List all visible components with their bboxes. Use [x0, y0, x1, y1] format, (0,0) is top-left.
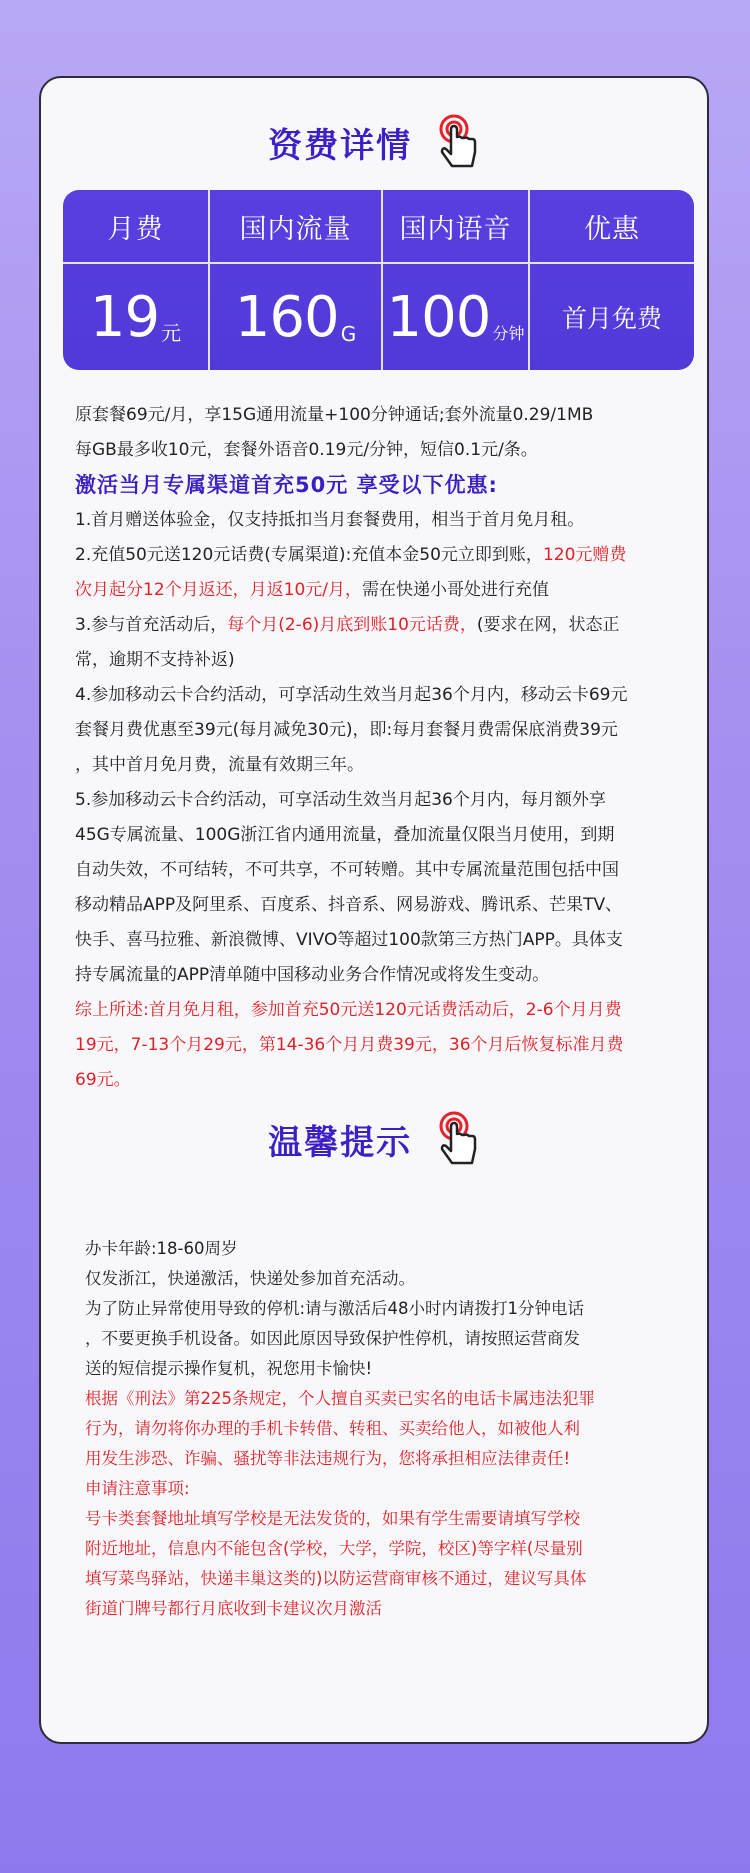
tips-heading	[41, 1111, 707, 1167]
intro-line: 原套餐69元/月，享15G通用流量+100分钟通话;套外流量0.29/1MB	[75, 405, 594, 425]
content-card	[39, 76, 709, 1744]
tip-law: 根据《刑法》第225条规定，个人擅自买卖已实名的电话卡属违法犯罪	[85, 1389, 595, 1408]
benefit-text: (要求在网，状态正	[476, 615, 620, 635]
benefit-item-4-cont: 套餐月费优惠至39元(每月减免30元)，即:每月套餐月费需保底消费39元	[75, 720, 618, 740]
tip-warning: 为了防止异常使用导致的停机:请与激活后48小时内请拨打1分钟电话	[85, 1299, 585, 1318]
header-discount: 优惠	[584, 213, 640, 245]
benefit-item-4: 4.参加移动云卡合约活动，可享活动生效当月起36个月内，移动云卡69元	[75, 685, 628, 705]
benefit-item-4-cont: ，其中首月免月费，流量有效期三年。	[75, 755, 364, 775]
fee-details-heading	[41, 114, 707, 170]
notice-line: 附近地址，信息内不能包含(学校，大学，学院，校区)等字样(尽量别	[85, 1539, 583, 1558]
benefit-item-1: 1.首月赠送体验金，仅支持抵扣当月套餐费用，相当于首月免月租。	[75, 510, 585, 530]
benefit-item-2	[75, 538, 685, 573]
benefit-item-5-cont: 快手、喜马拉雅、新浪微博、VIVO等超过100款第三方热门APP。具体支	[75, 930, 623, 950]
benefit-text: 2.充值50元送120元话费(专属渠道):充值本金50元立即到账，	[75, 545, 543, 565]
fee-description	[75, 398, 685, 1098]
benefit-item-2-cont	[75, 573, 685, 608]
tip-warning: ，不要更换手机设备。如因此原因导致保护性停机，请按照运营商发	[85, 1329, 580, 1348]
notice-title: 申请注意事项:	[85, 1479, 190, 1498]
header-monthly-fee: 月费	[63, 190, 210, 262]
summary-line: 19元，7-13个月29元，第14-36个月月费39元，36个月后恢复标准月费	[75, 1035, 624, 1055]
tip-shipping: 仅发浙江，快递激活，快递处参加首充活动。	[85, 1269, 415, 1288]
benefit-text: 3.参与首充活动后，	[75, 615, 228, 635]
monthly-fee-cell	[63, 264, 210, 370]
notice-line: 号卡类套餐地址填写学校是无法发货的，如果有学生需要请填写学校	[85, 1509, 580, 1528]
notice-line: 填写菜鸟驿站，快递丰巢这类的)以防运营商审核不通过，建议写具体	[85, 1569, 587, 1588]
benefit-text: 需在快递小哥处进行充值	[362, 580, 549, 600]
benefit-item-5: 5.参加移动云卡合约活动，可享活动生效当月起36个月内，每月额外享	[75, 790, 606, 810]
benefit-item-5-cont: 移动精品APP及阿里系、百度系、抖音系、网易游戏、腾讯系、芒果TV、	[75, 895, 623, 915]
pointing-hand-click-icon	[434, 114, 480, 170]
header-domestic-voice: 国内语音	[383, 190, 530, 262]
promo-value: 首月免费	[561, 304, 662, 333]
fee-table-value-row	[63, 264, 694, 370]
tip-age: 办卡年龄:18-60周岁	[85, 1239, 238, 1258]
voice-unit: 分钟	[492, 324, 525, 343]
header-domestic-data: 国内流量	[210, 190, 383, 262]
notice-line: 街道门牌号都行月底收到卡建议次月激活	[85, 1599, 382, 1618]
benefit-item-5-cont: 自动失效，不可结转，不可共享，不可转赠。其中专属流量范围包括中国	[75, 860, 619, 880]
data-unit: G	[340, 322, 357, 346]
voice-cell	[383, 264, 530, 370]
summary-line: 综上所述:首月免月租，参加首充50元送120元话费活动后，2-6个月月费	[75, 1000, 622, 1020]
fee-table-header-row	[63, 190, 694, 262]
monthly-fee-unit: 元	[161, 321, 182, 345]
fee-table	[63, 190, 694, 370]
section-title: 温馨提示	[268, 1122, 413, 1163]
tip-law: 行为，请勿将你办理的手机卡转借、转租、买卖给他人，如被他人利	[85, 1419, 580, 1438]
promo-highlight: 激活当月专属渠道首充50元 享受以下优惠:	[75, 473, 498, 497]
benefit-red-text: 次月起分12个月返还，月返10元/月，	[75, 580, 362, 600]
benefit-item-5-cont: 持专属流量的APP清单随中国移动业务合作情况或将发生变动。	[75, 965, 550, 985]
tip-law: 用发生涉恐、诈骗、骚扰等非法违规行为，您将承担相应法律责任!	[85, 1449, 571, 1468]
benefit-item-3	[75, 608, 685, 643]
section-title: 资费详情	[268, 125, 413, 166]
promo-cell	[530, 264, 694, 370]
tip-warning: 送的短信提示操作复机，祝您用卡愉快!	[85, 1359, 373, 1378]
data-cell	[210, 264, 383, 370]
benefit-item-5-cont: 45G专属流量、100G浙江省内通用流量，叠加流量仅限当月使用，到期	[75, 825, 615, 845]
benefit-red-text: 120元赠费	[542, 545, 627, 565]
data-value: 160	[234, 284, 339, 350]
tips-text	[85, 1234, 675, 1624]
monthly-fee-value: 19	[89, 284, 160, 350]
voice-value: 100	[386, 284, 491, 350]
benefit-red-text: 每个月(2-6)月底到账10元话费，	[227, 615, 477, 635]
summary-line: 69元。	[75, 1070, 131, 1090]
pointing-hand-click-icon	[434, 1111, 480, 1167]
benefit-item-3-cont: 常，逾期不支持补返)	[75, 650, 235, 670]
intro-line: 每GB最多收10元，套餐外语音0.19元/分钟，短信0.1元/条。	[75, 440, 538, 460]
